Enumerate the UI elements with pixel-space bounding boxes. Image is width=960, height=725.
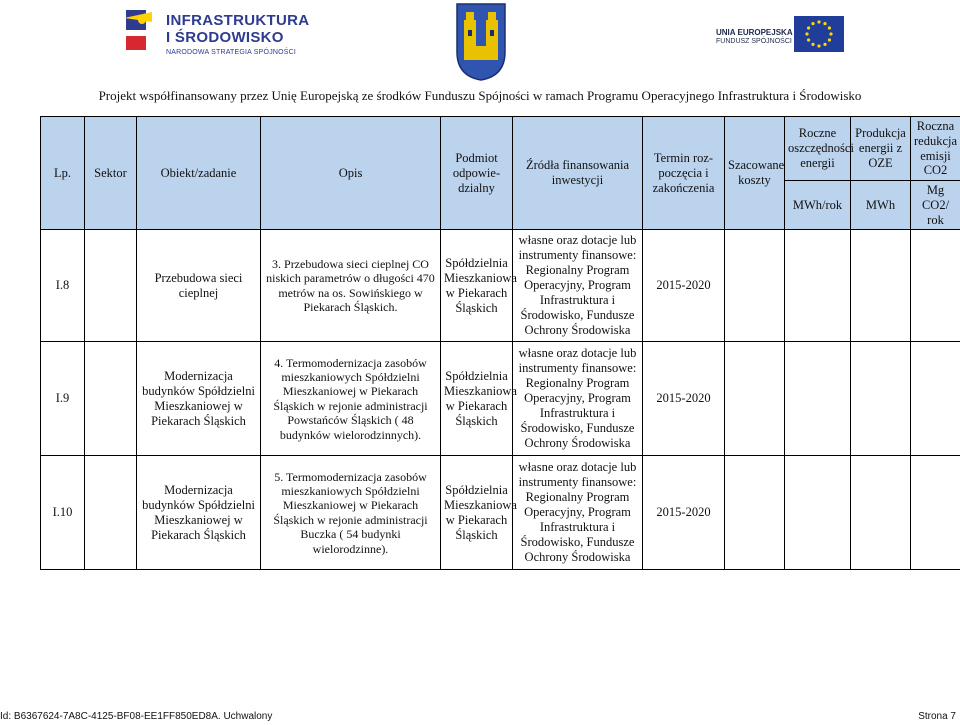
table-row — [41, 456, 960, 570]
unit-redukcja: Mg CO2/ rok — [911, 181, 960, 230]
table-row — [41, 342, 960, 456]
cell-termin: 2015-2020 — [643, 456, 725, 570]
cell-lp: I.10 — [41, 456, 85, 570]
cell-termin: 2015-2020 — [643, 230, 725, 342]
cell-koszty — [725, 456, 785, 570]
document-id: Id: B6367624-7A8C-4125-BF08-EE1FF850ED8A. Uchwalony — [0, 711, 273, 722]
header-zrodla: Źródła finansowania inwestycji — [513, 117, 643, 230]
table-row — [41, 230, 960, 342]
cofinancing-banner: Projekt współfinansowany przez Unię Europejską ze środków Funduszu Spójności w ramach Programu Operacyjnego Infrastruktura i Środowisko — [98, 88, 862, 103]
city-crest-icon — [455, 2, 507, 82]
cell-lp: I.8 — [41, 230, 85, 342]
cell-lp: I.9 — [41, 342, 85, 456]
cell-redukcja — [911, 456, 960, 570]
logo-title-line1: INFRASTRUKTURA — [166, 12, 310, 29]
header-termin: Termin roz-poczęcia i zakończenia — [643, 117, 725, 230]
header-lp: Lp. — [41, 117, 85, 230]
cell-podmiot: Spółdzielnia Mieszkaniowa w Piekarach Śląskich — [441, 456, 513, 570]
table-header-row — [41, 117, 960, 181]
cell-sektor — [85, 230, 137, 342]
cell-oszczednosci — [785, 456, 851, 570]
logo-title-line2: I ŚRODOWISKO — [166, 29, 284, 46]
eu-flag-icon — [794, 16, 844, 52]
cell-oszczednosci — [785, 342, 851, 456]
header-opis: Opis — [261, 117, 441, 230]
header-oszczednosci: Roczne oszczędności energii — [785, 117, 851, 181]
cell-produkcja — [851, 342, 911, 456]
cell-opis: 3. Przebudowa sieci cieplnej CO niskich parametrów o długości 470 metrów na os. Sowińskiego w Piekarach Śląskich. — [261, 230, 441, 342]
page-number: Strona 7 — [918, 711, 956, 722]
unit-oszczednosci: MWh/rok — [785, 181, 851, 230]
cell-termin: 2015-2020 — [643, 342, 725, 456]
eu-logo-subtitle: FUNDUSZ SPÓJNOŚCI — [716, 38, 792, 45]
header-sektor: Sektor — [85, 117, 137, 230]
cell-redukcja — [911, 342, 960, 456]
cell-opis: 5. Termomodernizacja zasobów mieszkaniowych Spółdzielni Mieszkaniowej w Piekarach Śląskich w rejonie administracji Buczka ( 54 budynki wielorodzinne). — [261, 456, 441, 570]
cell-zrodla: własne oraz dotacje lub instrumenty finansowe: Regionalny Program Operacyjny, Program Infrastruktura i Środowisko, Fundusze Ochrony Środowiska — [513, 456, 643, 570]
cell-zrodla: własne oraz dotacje lub instrumenty finansowe: Regionalny Program Operacyjny, Program Infrastruktura i Środowisko, Fundusze Ochrony Środowiska — [513, 230, 643, 342]
eu-fund-logo — [716, 14, 846, 64]
header-podmiot: Podmiot odpowie-dzialny — [441, 117, 513, 230]
logo-subtitle: NARODOWA STRATEGIA SPÓJNOŚCI — [166, 49, 297, 56]
eu-logo-title: UNIA EUROPEJSKA — [716, 28, 793, 37]
header-obiekt: Obiekt/zadanie — [137, 117, 261, 230]
header-koszty: Szacowane koszty — [725, 117, 785, 230]
cell-produkcja — [851, 230, 911, 342]
cell-opis: 4. Termomodernizacja zasobów mieszkaniowych Spółdzielni Mieszkaniowej w Piekarach Śląskich w rejonie administracji Powstańców Śląskich ( 48 budynków wielorodzinnych). — [261, 342, 441, 456]
cell-obiekt: Przebudowa sieci cieplnej — [137, 230, 261, 342]
cell-produkcja — [851, 456, 911, 570]
cell-sektor — [85, 456, 137, 570]
header-produkcja: Produkcja energii z OZE — [851, 117, 911, 181]
cell-koszty — [725, 230, 785, 342]
cell-koszty — [725, 342, 785, 456]
cell-obiekt: Modernizacja budynków Spółdzielni Mieszkaniowej w Piekarach Śląskich — [137, 342, 261, 456]
infrastruktura-srodowisko-logo — [122, 8, 310, 78]
cell-obiekt: Modernizacja budynków Spółdzielni Mieszkaniowej w Piekarach Śląskich — [137, 456, 261, 570]
cell-zrodla: własne oraz dotacje lub instrumenty finansowe: Regionalny Program Operacyjny, Program Infrastruktura i Środowisko, Fundusze Ochrony Środowiska — [513, 342, 643, 456]
cell-podmiot: Spółdzielnia Mieszkaniowa w Piekarach Śląskich — [441, 342, 513, 456]
header-redukcja: Roczna redukcja emisji CO2 — [911, 117, 960, 181]
unit-produkcja: MWh — [851, 181, 911, 230]
cell-redukcja — [911, 230, 960, 342]
cell-sektor — [85, 342, 137, 456]
investment-table — [40, 116, 960, 570]
cell-podmiot: Spółdzielnia Mieszkaniowa w Piekarach Śląskich — [441, 230, 513, 342]
cell-oszczednosci — [785, 230, 851, 342]
flag-logo-icon — [122, 8, 158, 52]
